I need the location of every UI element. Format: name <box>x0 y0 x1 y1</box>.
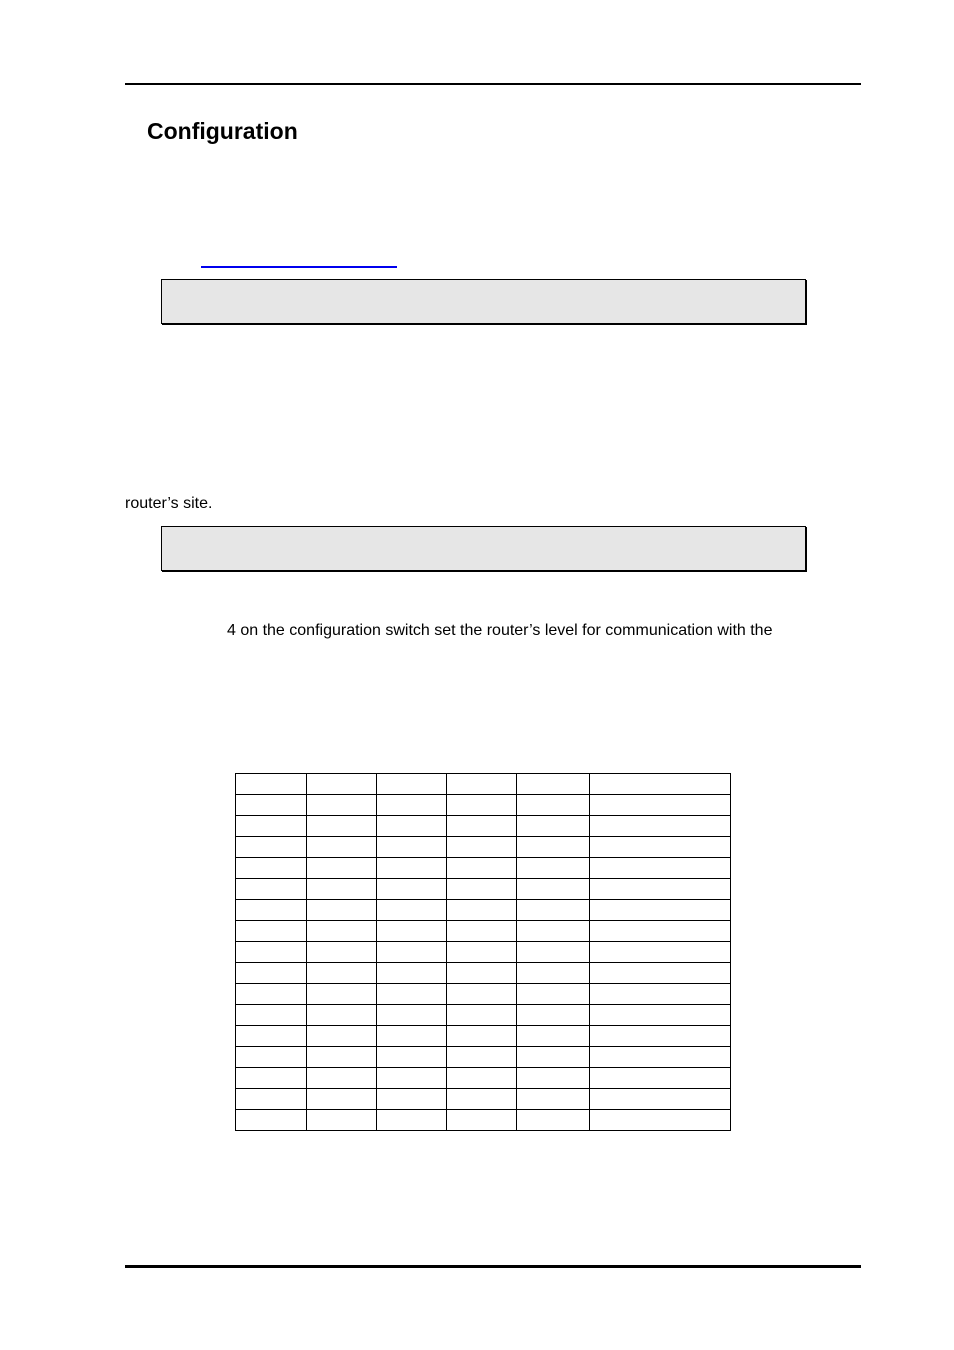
table-cell <box>590 1026 731 1047</box>
table-cell <box>236 858 307 879</box>
table-cell <box>517 816 590 837</box>
table-row <box>236 858 731 879</box>
table-cell <box>590 774 731 795</box>
table-cell <box>590 879 731 900</box>
table-cell <box>447 1047 517 1068</box>
table-cell <box>517 1089 590 1110</box>
table-cell <box>517 837 590 858</box>
table-cell <box>307 879 377 900</box>
table-cell <box>447 1005 517 1026</box>
table-cell <box>377 1047 447 1068</box>
table-cell <box>517 921 590 942</box>
table-cell <box>447 816 517 837</box>
table-cell <box>236 1005 307 1026</box>
table-cell <box>377 816 447 837</box>
table-cell <box>307 900 377 921</box>
table-cell <box>377 1026 447 1047</box>
table-cell <box>307 1089 377 1110</box>
table-cell <box>517 774 590 795</box>
table-cell <box>307 858 377 879</box>
table-cell <box>236 837 307 858</box>
table-cell <box>307 816 377 837</box>
body-text-level: 4 on the configuration switch set the router’s level for communication with the <box>227 622 773 639</box>
table-cell <box>590 858 731 879</box>
table-cell <box>377 858 447 879</box>
table-cell <box>377 942 447 963</box>
table-cell <box>236 921 307 942</box>
table-cell <box>517 795 590 816</box>
table-cell <box>236 1026 307 1047</box>
table-row <box>236 879 731 900</box>
table-cell <box>447 1068 517 1089</box>
table-cell <box>377 984 447 1005</box>
table-cell <box>307 1026 377 1047</box>
table-row <box>236 900 731 921</box>
table-cell <box>447 879 517 900</box>
table-cell <box>517 879 590 900</box>
table-cell <box>447 963 517 984</box>
table-cell <box>517 1005 590 1026</box>
table-cell <box>517 1068 590 1089</box>
table-row <box>236 1110 731 1131</box>
table-row <box>236 1089 731 1110</box>
table-cell <box>517 900 590 921</box>
hyperlink[interactable] <box>201 266 397 268</box>
table-row <box>236 942 731 963</box>
table-cell <box>307 774 377 795</box>
table-cell <box>447 921 517 942</box>
table-cell <box>236 795 307 816</box>
table-cell <box>590 837 731 858</box>
table-cell <box>590 816 731 837</box>
table-cell <box>447 1110 517 1131</box>
table-cell <box>517 1110 590 1131</box>
table-cell <box>517 1047 590 1068</box>
table-cell <box>307 984 377 1005</box>
table-cell <box>590 921 731 942</box>
table-cell <box>307 1005 377 1026</box>
table-cell <box>307 921 377 942</box>
table-cell <box>590 1110 731 1131</box>
table-row <box>236 1068 731 1089</box>
table-cell <box>377 963 447 984</box>
table-cell <box>590 1047 731 1068</box>
table-cell <box>590 795 731 816</box>
table-row <box>236 984 731 1005</box>
table-cell <box>447 942 517 963</box>
table-row <box>236 921 731 942</box>
table-cell <box>377 774 447 795</box>
table-cell <box>236 942 307 963</box>
table-row <box>236 816 731 837</box>
table-cell <box>590 1089 731 1110</box>
table-cell <box>236 1068 307 1089</box>
table-cell <box>517 963 590 984</box>
table-cell <box>590 900 731 921</box>
table-row <box>236 795 731 816</box>
table-cell <box>447 774 517 795</box>
header-rule <box>125 83 861 85</box>
table-cell <box>377 921 447 942</box>
table-cell <box>377 879 447 900</box>
table-cell <box>236 1110 307 1131</box>
table-cell <box>590 1068 731 1089</box>
table-cell <box>447 858 517 879</box>
table-cell <box>447 1089 517 1110</box>
table-row <box>236 963 731 984</box>
table-cell <box>517 984 590 1005</box>
table-cell <box>447 1026 517 1047</box>
table-cell <box>307 1110 377 1131</box>
table-row <box>236 837 731 858</box>
table-cell <box>447 795 517 816</box>
table-cell <box>377 1005 447 1026</box>
table-cell <box>307 1047 377 1068</box>
body-text-site: router’s site. <box>125 495 213 512</box>
table-cell <box>236 900 307 921</box>
table-cell <box>377 795 447 816</box>
table-cell <box>590 942 731 963</box>
table-row <box>236 1047 731 1068</box>
switch-settings-table <box>235 773 731 1131</box>
table-cell <box>307 942 377 963</box>
table-row <box>236 774 731 795</box>
table-cell <box>377 1110 447 1131</box>
table-cell <box>236 879 307 900</box>
table-row <box>236 1005 731 1026</box>
table-cell <box>307 837 377 858</box>
table-cell <box>377 837 447 858</box>
note-box <box>161 526 806 571</box>
table-cell <box>307 795 377 816</box>
page-title: Configuration <box>147 118 298 144</box>
table-cell <box>377 1068 447 1089</box>
table-cell <box>447 837 517 858</box>
table-cell <box>236 1047 307 1068</box>
table-cell <box>236 774 307 795</box>
table-cell <box>517 858 590 879</box>
table-cell <box>236 816 307 837</box>
table-cell <box>447 900 517 921</box>
table-cell <box>590 963 731 984</box>
table-cell <box>377 900 447 921</box>
table-cell <box>517 1026 590 1047</box>
table-cell <box>236 1089 307 1110</box>
table-cell <box>307 1068 377 1089</box>
table-cell <box>590 1005 731 1026</box>
table-cell <box>236 963 307 984</box>
note-box <box>161 279 806 324</box>
table-cell <box>590 984 731 1005</box>
table-row <box>236 1026 731 1047</box>
table-cell <box>447 984 517 1005</box>
table-cell <box>377 1089 447 1110</box>
table-cell <box>517 942 590 963</box>
table-cell <box>307 963 377 984</box>
footer-rule <box>125 1265 861 1268</box>
table-cell <box>236 984 307 1005</box>
